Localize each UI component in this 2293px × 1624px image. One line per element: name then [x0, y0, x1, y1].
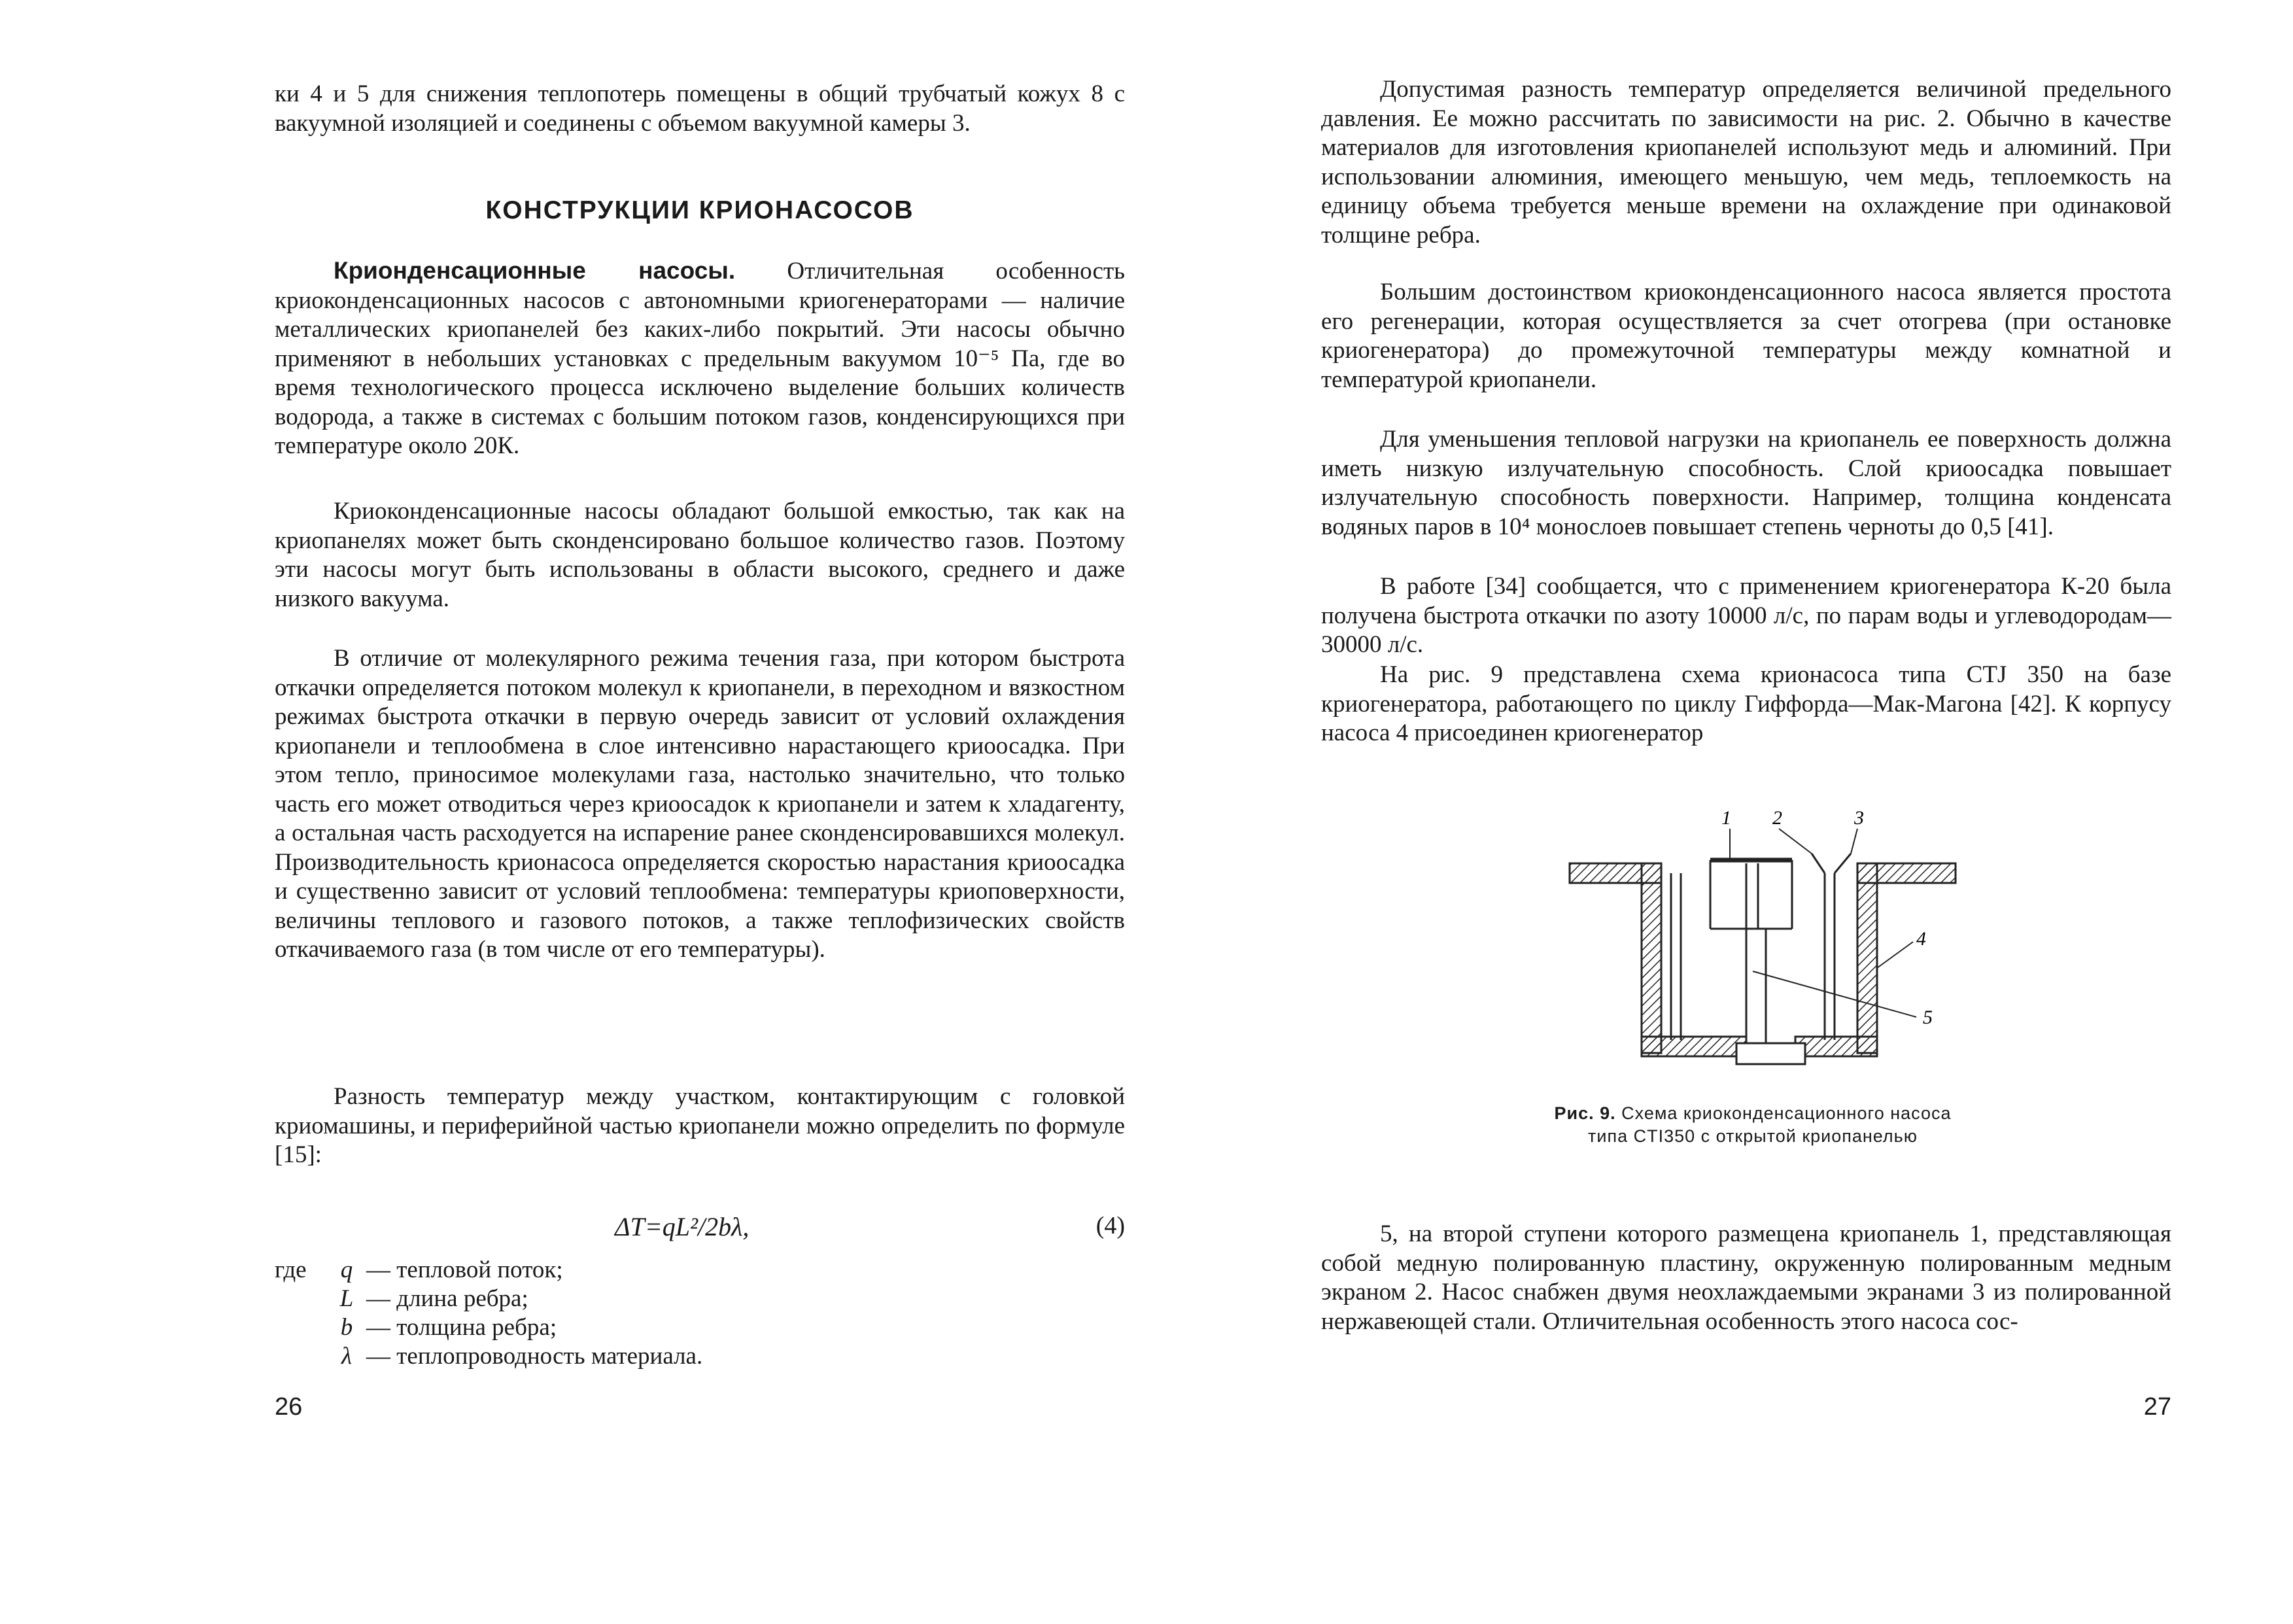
right-para-6: 5, на второй ступени которого размещена криопанель 1, представляющая собой медную полированную пластину, окруженную полированным медным экраном 2. Насос снабжен двумя неохлаждаемыми экранами 3 из полированной нержавеющей стали. Отличительная особенность этого насоса сос-: [1321, 1220, 2171, 1335]
figure-label: 5: [1923, 1007, 1933, 1028]
runin-title: Крионденсационные насосы.: [334, 257, 736, 284]
figure-label: 3: [1854, 807, 1864, 829]
right-para-4: В работе [34] сообщается, что с применением криогенератора К-20 была получена быстрота откачки по азоту 10000 л/с, по парам воды и углеводородам—30000 л/с.: [1321, 573, 2171, 658]
legend-symbol: L: [339, 1285, 354, 1312]
figure-label: 4: [1916, 928, 1926, 950]
legend-symbol: λ: [341, 1343, 353, 1370]
left-para-continuation: ки 4 и 5 для снижения теплопотерь помещены в общий трубчатый кожух 8 с вакуумной изоляцией и соединены с объемом вакуумной камеры 3.: [275, 80, 1125, 137]
section-heading: КОНСТРУКЦИИ КРИОНАСОСОВ: [485, 196, 914, 224]
figure-label: 2: [1772, 807, 1782, 829]
right-para-5: На рис. 9 представлена схема крионасоса типа CTJ 350 на базе криогенератора, работающего по циклу Гиффорда—Мак-Магона [42]. К корпусу насоса 4 присоединен криогенератор: [1321, 661, 2171, 746]
legend-desc: — длина ребра;: [366, 1285, 528, 1312]
cryopump-diagram: [1550, 801, 2021, 1076]
right-para-1: Допустимая разность температур определяется величиной предельного давления. Ее можно рассчитать по зависимости на рис. 2. Обычно в качестве материалов для изготовления криопанелей используют медь и алюминий. При использовании алюминия, имеющего меньшую, чем медь, теплоемкость на единицу объема требуется меньше времени на охлаждение при одинаковой толщине ребра.: [1321, 76, 2171, 249]
formula: ΔT=qL²/2bλ,: [615, 1212, 750, 1241]
left-para-1: [275, 256, 1125, 461]
legend-desc: — тепловой поток;: [366, 1256, 563, 1283]
legend-row: [275, 1342, 1060, 1371]
where-lead: где: [275, 1256, 307, 1283]
left-para-1-body: Отличительная особенность криоконденсационных насосов с автономными криогенераторами — наличие металлических криопанелей без каких-либо покрытий. Эти насосы обычно применяют в небольших установках с предельным вакуумом 10⁻⁵ Па, где во время технологического процесса исключено выделение больших количеств водорода, а также в системах с большим потоком газов, конденсирующихся при температуре около 20К.: [275, 258, 1126, 459]
caption-prefix: Рис. 9.: [1554, 1103, 1616, 1123]
legend-row: [275, 1256, 1060, 1285]
right-para-2: Большим достоинством криоконденсационного насоса является простота его регенерации, которая осуществляется за счет отогрева (при остановке криогенератора) до промежуточной температуры между комнатной и температурой криопанели.: [1321, 279, 2171, 393]
left-para-3: В отличие от молекулярного режима течения газа, при котором быстрота откачки определяется потоком молекул к криопанели, в переходном и вязкостном режимах быстрота откачки в первую очередь зависит от условий охлаждения криопанели и теплообмена в слое интенсивно нарастающего криоосадка. При этом тепло, приносимое молекулами газа, настолько значительно, что только часть его может отводиться через криоосадок к криопанели и затем к хладагенту, а остальная часть расходуется на испарение ранее сконденсировавшихся молекул. Производительность крионасоса определяется скоростью нарастания криоосадка и существенно зависит от условий теплообмена: температуры криоповерхности, величины теплового и газового потоков, а также теплофизических свойств откачиваемого газа (в том числе от его температуры).: [275, 645, 1125, 963]
legend-desc: — теплопроводность материала.: [366, 1343, 703, 1370]
legend-desc: — толщина ребра;: [366, 1314, 557, 1341]
figure-caption: [1550, 1102, 1956, 1148]
legend-row: [275, 1313, 1060, 1342]
right-para-3: Для уменьшения тепловой нагрузки на криопанель ее поверхность должна иметь низкую излучательную способность. Слой криоосадка повышает излучательную способность поверхности. Например, толщина конденсата водяных паров в 10⁴ монослоев повышает степень черноты до 0,5 [41].: [1321, 426, 2171, 540]
pump-housing: [1570, 863, 1956, 1064]
figure-label: 1: [1721, 807, 1731, 829]
legend-symbol: b: [340, 1314, 353, 1341]
legend-symbol: q: [340, 1256, 353, 1283]
page-number-right: 27: [2143, 1393, 2171, 1421]
caption-text: Схема криоконденсационного насоса типа CTI350 с открытой криопанелью: [1588, 1103, 1952, 1146]
formula-legend: [275, 1256, 1060, 1371]
formula-number: (4): [1095, 1212, 1125, 1239]
left-para-4: Разность температур между участком, контактирующим с головкой криомашины, и периферийной частью криопанели можно определить по формуле [15]:: [275, 1083, 1125, 1168]
cryopanel-assembly: [1671, 854, 1851, 1043]
legend-row: [275, 1285, 1060, 1313]
left-para-2: Криоконденсационные насосы обладают большой емкостью, так как на криопанелях может быть сконденсировано большое количество газов. Поэтому эти насосы могут быть использованы в области высокого, среднего и даже низкого вакуума.: [275, 498, 1125, 612]
page-number-left: 26: [275, 1393, 303, 1421]
